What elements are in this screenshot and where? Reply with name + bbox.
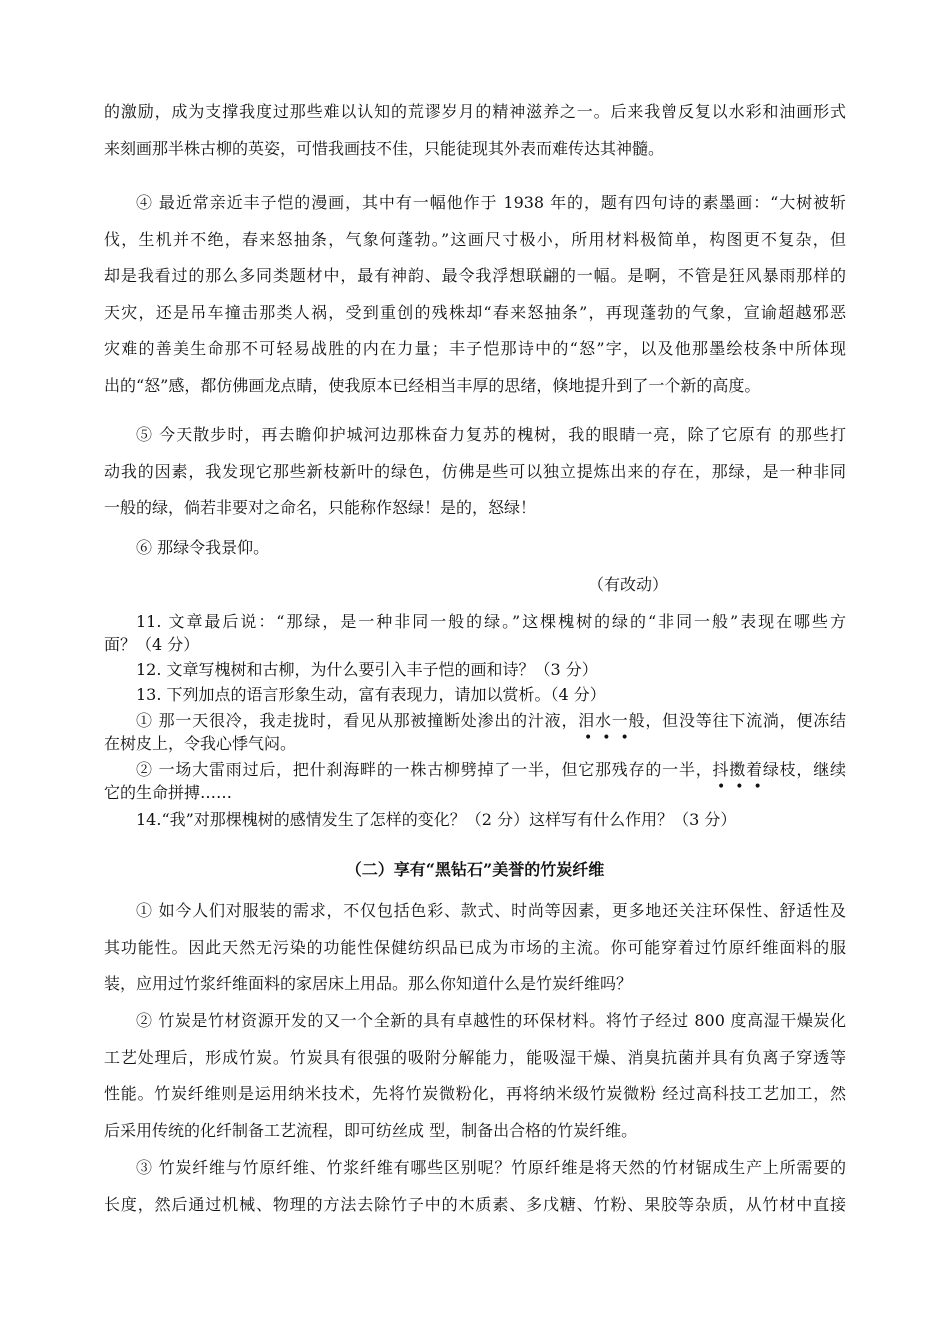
text-line: 却是我看过的那么多同类题材中，最有神韵、最令我浮想联翩的一幅。是啊，不管是狂风暴雨那样的 bbox=[104, 266, 846, 285]
paragraph-bamboo-1 bbox=[104, 893, 846, 1003]
text-line: ⑥ 那绿令我景仰。 bbox=[136, 538, 270, 557]
source-note: （有改动） bbox=[587, 575, 668, 594]
paragraph-bamboo-2 bbox=[104, 1003, 846, 1149]
text-line: 在树皮上，令我心悸气闷。 bbox=[104, 734, 297, 753]
text-line: ④ 最近常亲近丰子恺的漫画，其中有一幅他作于 1938 年的，题有四句诗的素墨画：“大树被斩 bbox=[136, 193, 846, 212]
text-line: 来刻画那半株古柳的英姿，可惜我画技不佳，只能徒现其外表而难传达其神髓。 bbox=[104, 138, 665, 158]
text-line: ① 如今人们对服装的需求，不仅包括色彩、款式、时尚等因素，更多地还关注环保性、舒适性及 bbox=[136, 901, 846, 920]
text-line: 的激励，成为支撑我度过那些难以认知的荒谬岁月的精神滋养之一。后来我曾反复以水彩和油画形式 bbox=[104, 102, 846, 121]
text-line: 出的“怒”感，都仿佛画龙点睛，使我原本已经相当丰厚的思绪，倏地提升到了一个新的高度。 bbox=[104, 375, 761, 395]
text-line: 性能。竹炭纤维则是运用纳米技术，先将竹炭微粉化，再将纳米级竹炭微粉 经过高科技工艺加工，然 bbox=[104, 1084, 846, 1103]
text-line: 后采用传统的化纤制备工艺流程，即可纺丝成 型，制备出合格的竹炭纤维。 bbox=[104, 1120, 638, 1140]
paragraph-5 bbox=[104, 417, 846, 527]
text-line: 13. 下列加点的语言形象生动，富有表现力，请加以赏析。（4 分） bbox=[136, 685, 606, 704]
text-line: ⑤ 今天散步时，再去瞻仰护城河边那株奋力复苏的槐树，我的眼睛一亮，除了它原有 的那些打 bbox=[136, 425, 846, 444]
paragraph-bamboo-3 bbox=[104, 1150, 846, 1223]
text-line: 其功能性。因此天然无污染的功能性保健纺织品已成为市场的主流。你可能穿着过竹原纤维面料的服 bbox=[104, 937, 846, 957]
section-title: （二）享有“黑钻石”美誉的竹炭纤维 bbox=[345, 860, 605, 879]
text-line: 长度，然后通过机械、物理的方法去除竹子中的木质素、多戊糖、竹粉、果胶等杂质，从竹材中直接 bbox=[104, 1194, 846, 1214]
emphasis-dots: ••• bbox=[584, 730, 639, 746]
paragraph-4 bbox=[104, 185, 846, 404]
paragraph-6 bbox=[104, 530, 846, 567]
text-line: ② 竹炭是竹材资源开发的又一个全新的具有卓越性的环保材料。将竹子经过 800 度高湿干燥炭化 bbox=[136, 1011, 846, 1030]
paragraph-intro bbox=[104, 94, 846, 167]
text-line: 14.“我”对那棵槐树的感情发生了怎样的变化？（2 分）这样写有什么作用？（3 分） bbox=[136, 810, 737, 829]
question-13-item-1 bbox=[104, 709, 846, 755]
text-line: ③ 竹炭纤维与竹原纤维、竹浆纤维有哪些区别呢？竹原纤维是将天然的竹材锯成生产上所需要的 bbox=[136, 1158, 846, 1177]
text-line: 天灾，还是吊车撞击那类人祸，受到重创的残株却“春来怒抽条”，再现蓬勃的气象，宣谕超越邪恶 bbox=[104, 302, 846, 322]
question-13 bbox=[104, 683, 846, 706]
question-12 bbox=[104, 658, 846, 681]
text-line: 伐，生机并不绝，春来怒抽条，气象何蓬勃。”这画尺寸极小，所用材料极简单，构图更不复杂，但 bbox=[104, 229, 846, 249]
question-14 bbox=[104, 808, 846, 831]
emphasis-dots: ••• bbox=[717, 779, 772, 795]
text-line: 动我的因素，我发现它那些新枝新叶的绿色，仿佛是些可以独立提炼出来的存在，那绿，是一种非同 bbox=[104, 461, 846, 481]
text-line: 它的生命拼搏…… bbox=[104, 783, 233, 802]
text-line: 灾难的善美生命那不可轻易战胜的内在力量；丰子恺那诗中的“怒”字，以及他那墨绘枝条中所体现 bbox=[104, 339, 846, 358]
text-line: 12. 文章写槐树和古柳，为什么要引入丰子恺的画和诗？（3 分） bbox=[136, 660, 598, 679]
text-line: ① 那一天很冷，我走拢时，看见从那被撞断处渗出的汁液，泪水一般，但没等往下流淌，便冻结 bbox=[136, 711, 846, 730]
text-line: 工艺处理后，形成竹炭。竹炭具有很强的吸附分解能力，能吸湿干燥、消臭抗菌并具有负离子穿透等 bbox=[104, 1047, 846, 1067]
text-line: 装，应用过竹浆纤维面料的家居床上用品。那么你知道什么是竹炭纤维吗？ bbox=[104, 974, 633, 993]
question-11 bbox=[104, 610, 846, 656]
text-line: 面？（4 分） bbox=[104, 635, 200, 654]
text-line: 一般的绿，倘若非要对之命名，只能称作怒绿！是的，怒绿！ bbox=[104, 498, 537, 517]
text-line: ② 一场大雷雨过后，把什刹海畔的一株古柳劈掉了一半，但它那残存的一半，抖擞着绿枝，继续 bbox=[136, 760, 846, 779]
text-line: 11. 文章最后说：“那绿，是一种非同一般的绿。”这棵槐树的绿的“非同一般”表现在哪些方 bbox=[136, 612, 846, 631]
